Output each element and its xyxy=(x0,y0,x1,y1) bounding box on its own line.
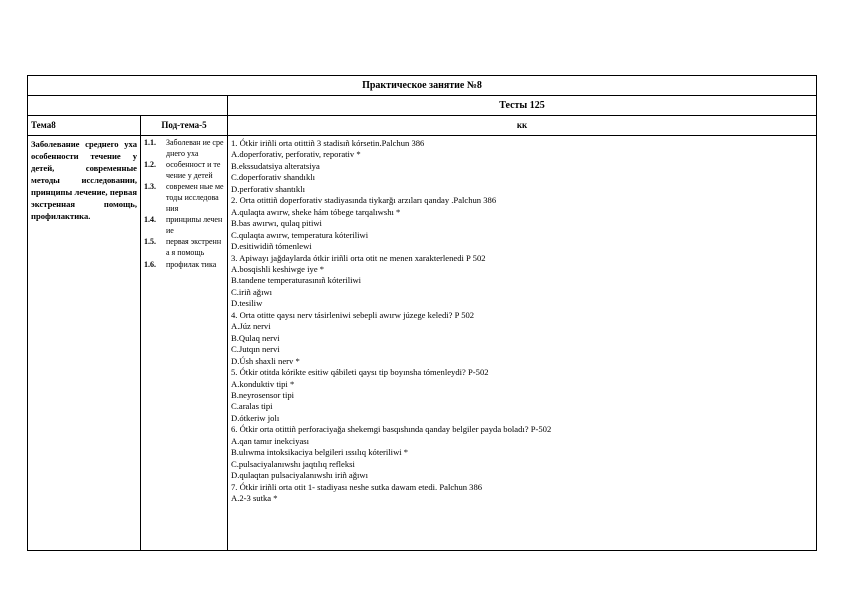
question-line: D.Úsh shaxli nerv * xyxy=(231,355,300,366)
subtopic-item xyxy=(144,260,224,271)
subtopic-text: особенност и течение у детей xyxy=(166,160,221,180)
subtopic-text: принципы лечение xyxy=(166,215,223,235)
subtopic-item xyxy=(144,160,224,181)
subtopic-number: 1.3. xyxy=(144,182,156,192)
question-line: B.tandene temperaturasınıñ kóteriliwi xyxy=(231,275,362,286)
header-topic: Тема8 xyxy=(28,116,141,135)
subtopic-text: профилак тика xyxy=(166,259,217,269)
subtopic-number: 1.2. xyxy=(144,160,156,170)
topic-text: Заболевание среднего уха особенности течение у детей, современные методы исследовании, принципы лечение, первая экстренная помощь, профилактика. xyxy=(31,139,137,221)
topic-cell xyxy=(28,136,141,550)
question-line: D.ótkeriw jolı xyxy=(231,412,280,423)
question-line: D.esitiwidiñ tómenlewi xyxy=(231,241,312,252)
subtopic-text: Заболеван ие среднего уха xyxy=(166,138,224,158)
question-line: C.iriñ ağıwı xyxy=(231,286,273,297)
subtopic-item xyxy=(144,182,224,214)
tests-row xyxy=(28,96,816,116)
header-subtopic: Под-тема-5 xyxy=(141,116,228,135)
question-line: A.qulaqta awırw, sheke hám tóbege tarqalıwshı * xyxy=(231,206,401,217)
subtopic-text: первая экстренна я помощь xyxy=(166,237,222,257)
questions-cell xyxy=(228,136,816,550)
question-line: B.ulıwma intoksikaciya belgileri ıssılıq kóteriliwi * xyxy=(231,447,409,458)
content-row xyxy=(28,136,816,550)
question-line: 3. Apiwayı jağdaylarda ótkir iriñli orta otit ne menen xarakterlenedi P 502 xyxy=(231,252,486,263)
question-line: D.tesiliw xyxy=(231,298,263,309)
question-line: 2. Orta otittiñ doperforativ stadiyasında tiykarğı arzıları qanday .Palchun 386 xyxy=(231,195,497,206)
subtopic-item xyxy=(144,237,224,258)
subtopic-number: 1.5. xyxy=(144,237,156,247)
question-line: D.qulaqtan pulsaciyalanıwshı iriñ ağıwı xyxy=(231,470,368,481)
question-line: B.bas awırwı, qulaq pitiwi xyxy=(231,218,322,229)
question-line: A.konduktiv tipi * xyxy=(231,378,295,389)
question-line: 5. Ótkir otitda kórikte esitiw qábileti qaysı tip boyınsha tómenleydi? P-502 xyxy=(231,367,489,378)
question-line: B.ekssudatsiya alteratsiya xyxy=(231,160,320,171)
practical-lesson-table xyxy=(27,75,817,551)
question-line: A.bosqishli keshiwge iye * xyxy=(231,263,325,274)
question-line: 6. Ótkir orta otittiñ perforaciyağa shekemgi basqıshında qanday belgiler payda boladı? P-502 xyxy=(231,424,552,435)
subtopic-number: 1.4. xyxy=(144,215,156,225)
question-line: C.doperforativ shandıklı xyxy=(231,172,316,183)
header-questions: кк xyxy=(516,120,528,130)
page-title: Практическое занятие №8 xyxy=(362,80,482,91)
subtopic-item xyxy=(144,138,224,159)
tests-heading: Тесты 125 xyxy=(499,100,545,111)
subtopic-item xyxy=(144,215,224,236)
question-line: C.Jutqın nervi xyxy=(231,344,280,355)
blank-cell xyxy=(28,96,228,116)
question-line: A.doperforativ, perforativ, reporativ * xyxy=(231,149,361,160)
subtopic-text: современ ные методы исследова ния xyxy=(166,182,224,213)
question-line: A.qan tamır inekciyası xyxy=(231,435,310,446)
subtopic-number: 1.1. xyxy=(144,138,156,147)
question-line: 7. Ótkir iriñli orta otit 1- stadiyası neshe sutka dawam etedi. Palchun 386 xyxy=(231,481,483,492)
subtopic-cell xyxy=(141,136,228,550)
question-line: D.perforativ shantıklı xyxy=(231,183,305,194)
question-line: 4. Orta otitte qaysı nerv tásirleniwi sebepli awırw júzege keledi? P 502 xyxy=(231,309,475,320)
question-list xyxy=(231,138,813,505)
question-line: B.neyrosensor tipi xyxy=(231,389,295,400)
header-row xyxy=(28,116,816,136)
title-row xyxy=(28,76,816,96)
subtopic-list xyxy=(144,138,224,270)
question-line: C.pulsaciyalanıwshı jaqtılıq refleksi xyxy=(231,458,355,469)
question-line: C.qulaqta awırw, temperatura kóteriliwi xyxy=(231,229,369,240)
question-line: C.aralas tipi xyxy=(231,401,273,412)
question-line: A.2-3 sutka * xyxy=(231,493,278,504)
subtopic-number: 1.6. xyxy=(144,259,156,269)
question-line: 1. Ótkir iriñli orta otittiñ 3 stadisıñ kórsetin.Palchun 386 xyxy=(231,138,425,148)
question-line: B.Qulaq nervi xyxy=(231,332,280,343)
question-line: A.Júz nervi xyxy=(231,321,271,332)
